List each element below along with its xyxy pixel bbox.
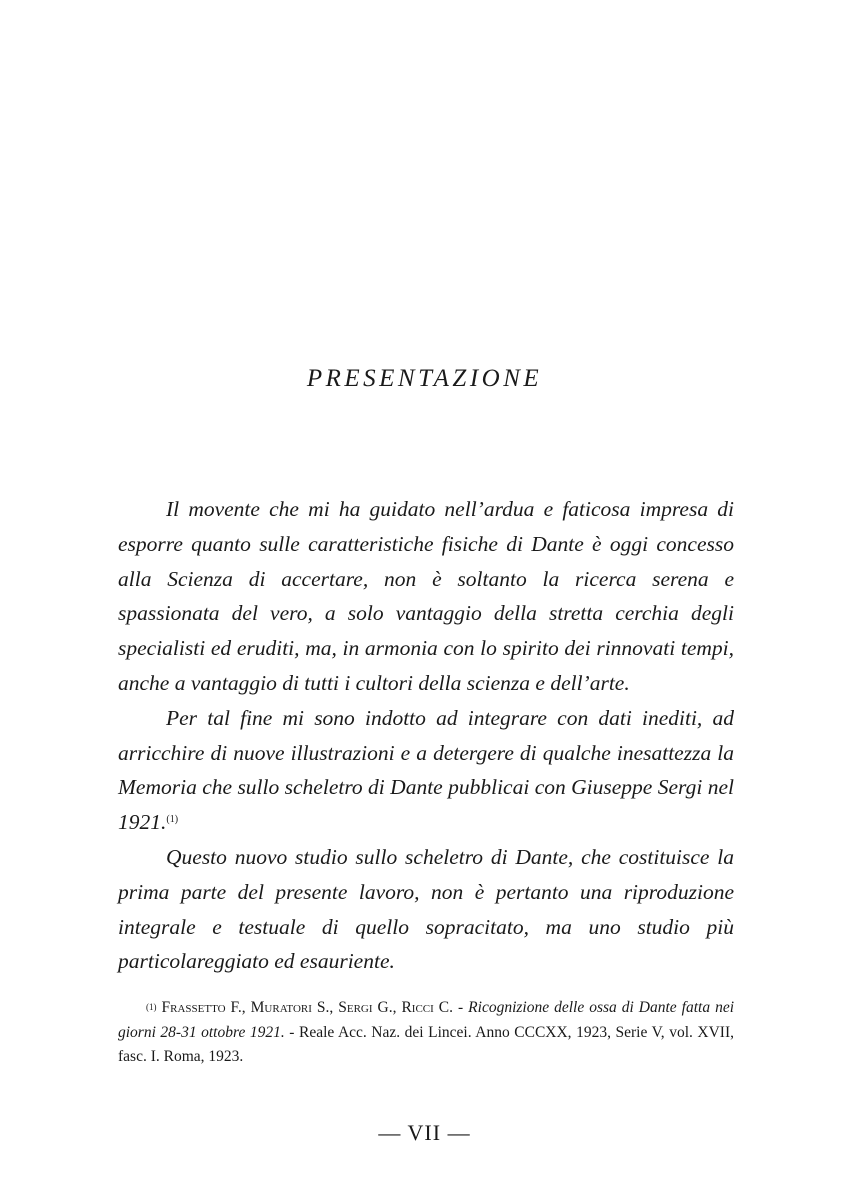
footnote-reference: (1) <box>166 814 179 826</box>
page-number: — VII — <box>378 1120 471 1145</box>
paragraph-3 <box>118 840 734 979</box>
paragraph-1-text: Il movente che mi ha guidato nell’ardua e faticosa impresa di esporre quanto sulle caratteristiche fisiche di Dante è oggi concesso alla Scienza di accertare, non è soltanto la ricerca serena e spassionata del vero, a solo vantaggio della stretta cerchia degli specialisti ed eruditi, ma, in armonia con lo spirito dei rinnovati tempi, anche a vantaggio di tutti i cultori della scienza e dell’arte. <box>118 497 734 695</box>
footnote-authors: Frassetto F., Muratori S., Sergi G., Ricci C. <box>161 999 454 1016</box>
paragraph-3-text: Questo nuovo studio sullo scheletro di Dante, che costituisce la prima parte del presente lavoro, non è pertanto una riproduzione integrale e testuale di quello sopracitato, ma uno studio più particolareggiato ed esauriente. <box>118 844 734 974</box>
body-text <box>118 492 734 979</box>
paragraph-2-text: Per tal fine mi sono indotto ad integrare con dati inediti, ad arricchire di nuove illustrazioni e a detergere di qualche inesattezza la Memoria che sullo scheletro di Dante pubblicai con Giuseppe Sergi nel 1921. <box>118 705 734 835</box>
footnote-separator: - <box>453 999 469 1016</box>
page-title: PRESENTAZIONE <box>306 365 543 392</box>
footnote <box>118 996 734 1070</box>
footnote-marker: (1) <box>146 1002 157 1012</box>
footnote-title: Ricognizione delle ossa di Dante fatta nei giorni 28-31 ottobre 1921. <box>118 999 735 1041</box>
paragraph-2 <box>118 701 734 840</box>
paragraph-1 <box>118 492 734 701</box>
footnote-details: - Reale Acc. Naz. dei Lincei. Anno CCCXX, 1923, Serie V, vol. XVII, fasc. I. Roma, 1923. <box>118 1023 734 1065</box>
